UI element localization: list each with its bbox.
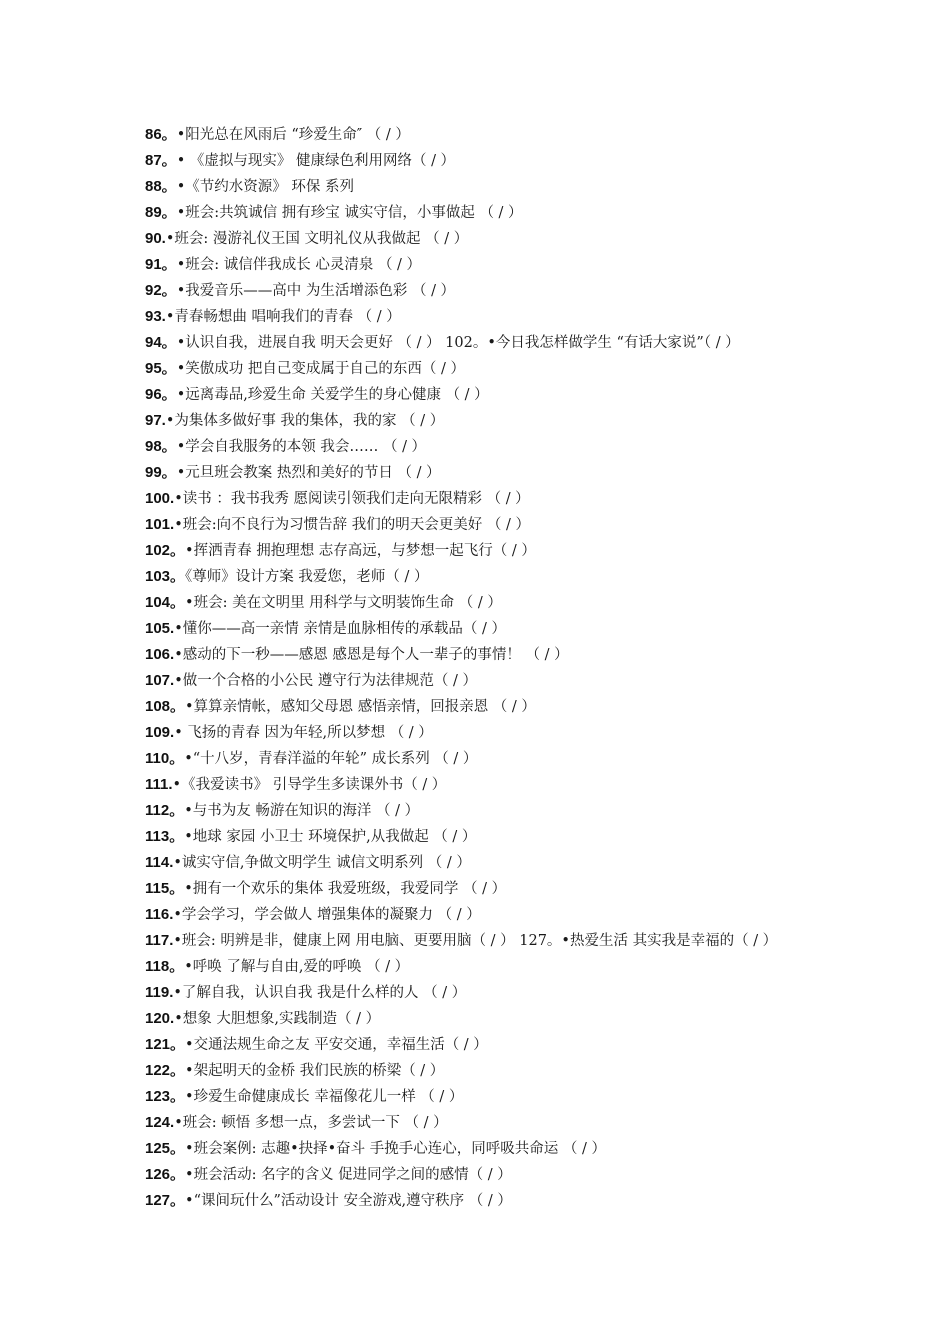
list-item	[145, 720, 825, 746]
entry-text: •学会自我服务的本领 我会…… （ / ）	[176, 439, 427, 455]
list-item	[145, 772, 825, 798]
entry-number: 119.	[145, 984, 174, 1001]
entry-text: •架起明天的金桥 我们民族的桥梁（ / ）	[185, 1063, 445, 1079]
entry-text: •阳光总在风雨后 “珍爱生命″ （ / ）	[176, 127, 410, 143]
list-item	[145, 148, 825, 174]
list-item	[145, 1188, 825, 1214]
list-item	[145, 1162, 825, 1188]
entry-text: •班会:向不良行为习惯告辞 我们的明天会更美好 （ / ）	[174, 517, 530, 533]
list-item	[145, 876, 825, 902]
entry-text: •呼唤 了解与自由,爱的呼唤 （ / ）	[184, 959, 410, 975]
entry-number: 110。	[145, 750, 185, 767]
entry-number: 115。	[145, 880, 185, 897]
entry-text: •班会: 顿悟 多想一点，多尝试一下 （ / ）	[174, 1115, 448, 1131]
entry-number: 112。	[145, 802, 185, 819]
list-item	[145, 408, 825, 434]
entry-text: •挥洒青春 拥抱理想 志存高远，与梦想一起飞行（ / ）	[185, 543, 536, 559]
list-item	[145, 590, 825, 616]
entry-number: 90.	[145, 230, 166, 247]
list-item	[145, 460, 825, 486]
entry-text: •班会: 美在文明里 用科学与文明装饰生命 （ / ）	[185, 595, 502, 611]
entry-number: 95。	[145, 360, 177, 377]
entry-text: •“课间玩什么”活动设计 安全游戏,遵守秩序 （ / ）	[185, 1193, 512, 1209]
list-item	[145, 538, 825, 564]
list-item	[145, 694, 825, 720]
entry-number: 124.	[145, 1114, 175, 1131]
entry-number: 125。	[145, 1140, 186, 1157]
entry-text: •感动的下一秒——感恩 感恩是每个人一辈子的事情！ （ / ）	[174, 647, 569, 663]
list-item	[145, 1110, 825, 1136]
entry-number: 98。	[145, 438, 177, 455]
entry-number: 97.	[145, 412, 166, 429]
list-item	[145, 1058, 825, 1084]
list-item	[145, 642, 825, 668]
entry-number: 106.	[145, 646, 175, 663]
entry-number: 126。	[145, 1166, 186, 1183]
entry-number: 99。	[145, 464, 177, 481]
entry-text: •《节约水资源》 环保 系列	[176, 179, 354, 195]
entry-text: •地球 家园 小卫士 环境保护,从我做起 （ / ）	[184, 829, 477, 845]
entry-number: 101.	[145, 516, 175, 533]
list-item	[145, 512, 825, 538]
entry-number: 93.	[145, 308, 166, 325]
entry-number: 122。	[145, 1062, 186, 1079]
entry-text: •交通法规生命之友 平安交通，幸福生活（ / ）	[185, 1037, 488, 1053]
entry-number: 107.	[145, 672, 175, 689]
entry-number: 109.	[145, 724, 175, 741]
list-item	[145, 746, 825, 772]
entry-text: • 《虚拟与现实》 健康绿色利用网络（ / ）	[176, 153, 456, 169]
list-item	[145, 1136, 825, 1162]
entry-text: •《我爱读书》 引导学生多读课外书（ / ）	[172, 777, 447, 793]
list-item	[145, 226, 825, 252]
document-page	[145, 122, 825, 1214]
entry-text: • 飞扬的青春 因为年轻,所以梦想 （ / ）	[174, 725, 433, 741]
entry-number: 114.	[145, 854, 174, 871]
entry-text: •“十八岁，青春洋溢的年轮” 成长系列 （ / ）	[184, 751, 478, 767]
entry-text: •班会: 明辨是非，健康上网 用电脑、更要用脑（ / ） 127。•热爱生活 其实我是幸福的（ / ）	[173, 933, 778, 949]
entry-text: •班会活动: 名字的含义 促进同学之间的感情（ / ）	[185, 1167, 512, 1183]
entry-number: 116.	[145, 906, 174, 923]
entry-text: •青春畅想曲 唱响我们的青春 （ / ）	[165, 309, 401, 325]
entry-text: •远离毒品,珍爱生命 关爱学生的身心健康 （ / ）	[176, 387, 489, 403]
entry-number: 102。	[145, 542, 186, 559]
entry-text: •班会: 诚信伴我成长 心灵清泉 （ / ）	[176, 257, 422, 273]
entry-text: •元旦班会教案 热烈和美好的节日 （ / ）	[176, 465, 441, 481]
list-item	[145, 382, 825, 408]
entry-text: •珍爱生命健康成长 幸福像花儿一样 （ / ）	[185, 1089, 464, 1105]
list-item	[145, 1006, 825, 1032]
list-item	[145, 980, 825, 1006]
entry-list	[145, 122, 825, 1214]
entry-number: 92。	[145, 282, 177, 299]
entry-number: 96。	[145, 386, 177, 403]
list-item	[145, 850, 825, 876]
entry-text: •学会学习，学会做人 增强集体的凝聚力 （ / ）	[173, 907, 481, 923]
list-item	[145, 330, 825, 356]
list-item	[145, 1084, 825, 1110]
entry-text: •了解自我，认识自我 我是什么样的人 （ / ）	[173, 985, 467, 1001]
entry-number: 91。	[145, 256, 177, 273]
entry-number: 105.	[145, 620, 175, 637]
list-item	[145, 486, 825, 512]
list-item	[145, 252, 825, 278]
entry-number: 117.	[145, 932, 174, 949]
list-item	[145, 902, 825, 928]
list-item	[145, 122, 825, 148]
list-item	[145, 434, 825, 460]
entry-text: •我爱音乐——高中 为生活增添色彩 （ / ）	[176, 283, 456, 299]
entry-number: 87。	[145, 152, 177, 169]
entry-text: •做一个合格的小公民 遵守行为法律规范（ / ）	[174, 673, 477, 689]
entry-number: 121。	[145, 1036, 186, 1053]
list-item	[145, 278, 825, 304]
entry-text: •算算亲情帐，感知父母恩 感悟亲情，回报亲恩 （ / ）	[185, 699, 536, 715]
entry-number: 118。	[145, 958, 185, 975]
entry-text: •拥有一个欢乐的集体 我爱班级，我爱同学 （ / ）	[184, 881, 507, 897]
entry-number: 113。	[145, 828, 185, 845]
list-item	[145, 564, 825, 590]
entry-number: 108。	[145, 698, 186, 715]
entry-text: •班会:共筑诚信 拥有珍宝 诚实守信，小事做起 （ / ）	[176, 205, 523, 221]
entry-number: 103。	[145, 568, 186, 585]
entry-number: 111.	[145, 776, 173, 793]
entry-number: 89。	[145, 204, 177, 221]
entry-text: •班会案例: 志趣•抉择•奋斗 手挽手心连心，同呼吸共命运 （ / ）	[185, 1141, 607, 1157]
list-item	[145, 304, 825, 330]
list-item	[145, 798, 825, 824]
list-item	[145, 1032, 825, 1058]
entry-number: 100.	[145, 490, 175, 507]
entry-text: •为集体多做好事 我的集体，我的家 （ / ）	[165, 413, 445, 429]
entry-text: •与书为友 畅游在知识的海洋 （ / ）	[184, 803, 420, 819]
entry-text: •班会: 漫游礼仪王国 文明礼仪从我做起 （ / ）	[165, 231, 469, 247]
list-item	[145, 824, 825, 850]
list-item	[145, 954, 825, 980]
list-item	[145, 928, 825, 954]
list-item	[145, 616, 825, 642]
entry-number: 123。	[145, 1088, 186, 1105]
entry-number: 127。	[145, 1192, 186, 1209]
entry-number: 86。	[145, 126, 177, 143]
entry-text: •读书 ：我书我秀 愿阅读引领我们走向无限精彩 （ / ）	[174, 491, 530, 507]
entry-number: 104。	[145, 594, 186, 611]
entry-number: 94。	[145, 334, 177, 351]
list-item	[145, 200, 825, 226]
entry-number: 88。	[145, 178, 177, 195]
entry-text: •笑傲成功 把自己变成属于自己的东西（ / ）	[176, 361, 465, 377]
entry-text: •诚实守信,争做文明学生 诚信文明系列 （ / ）	[173, 855, 471, 871]
entry-text: •想象 大胆想象,实践制造（ / ）	[174, 1011, 381, 1027]
entry-text: 《尊师》设计方案 我爱您，老师（ / ）	[185, 569, 429, 585]
list-item	[145, 668, 825, 694]
list-item	[145, 174, 825, 200]
entry-number: 120.	[145, 1010, 175, 1027]
entry-text: •懂你——高一亲情 亲情是血脉相传的承载品（ / ）	[174, 621, 506, 637]
list-item	[145, 356, 825, 382]
entry-text: •认识自我，进展自我 明天会更好 （ / ） 102。•今日我怎样做学生 “有话大家说”（ / ）	[176, 335, 740, 351]
